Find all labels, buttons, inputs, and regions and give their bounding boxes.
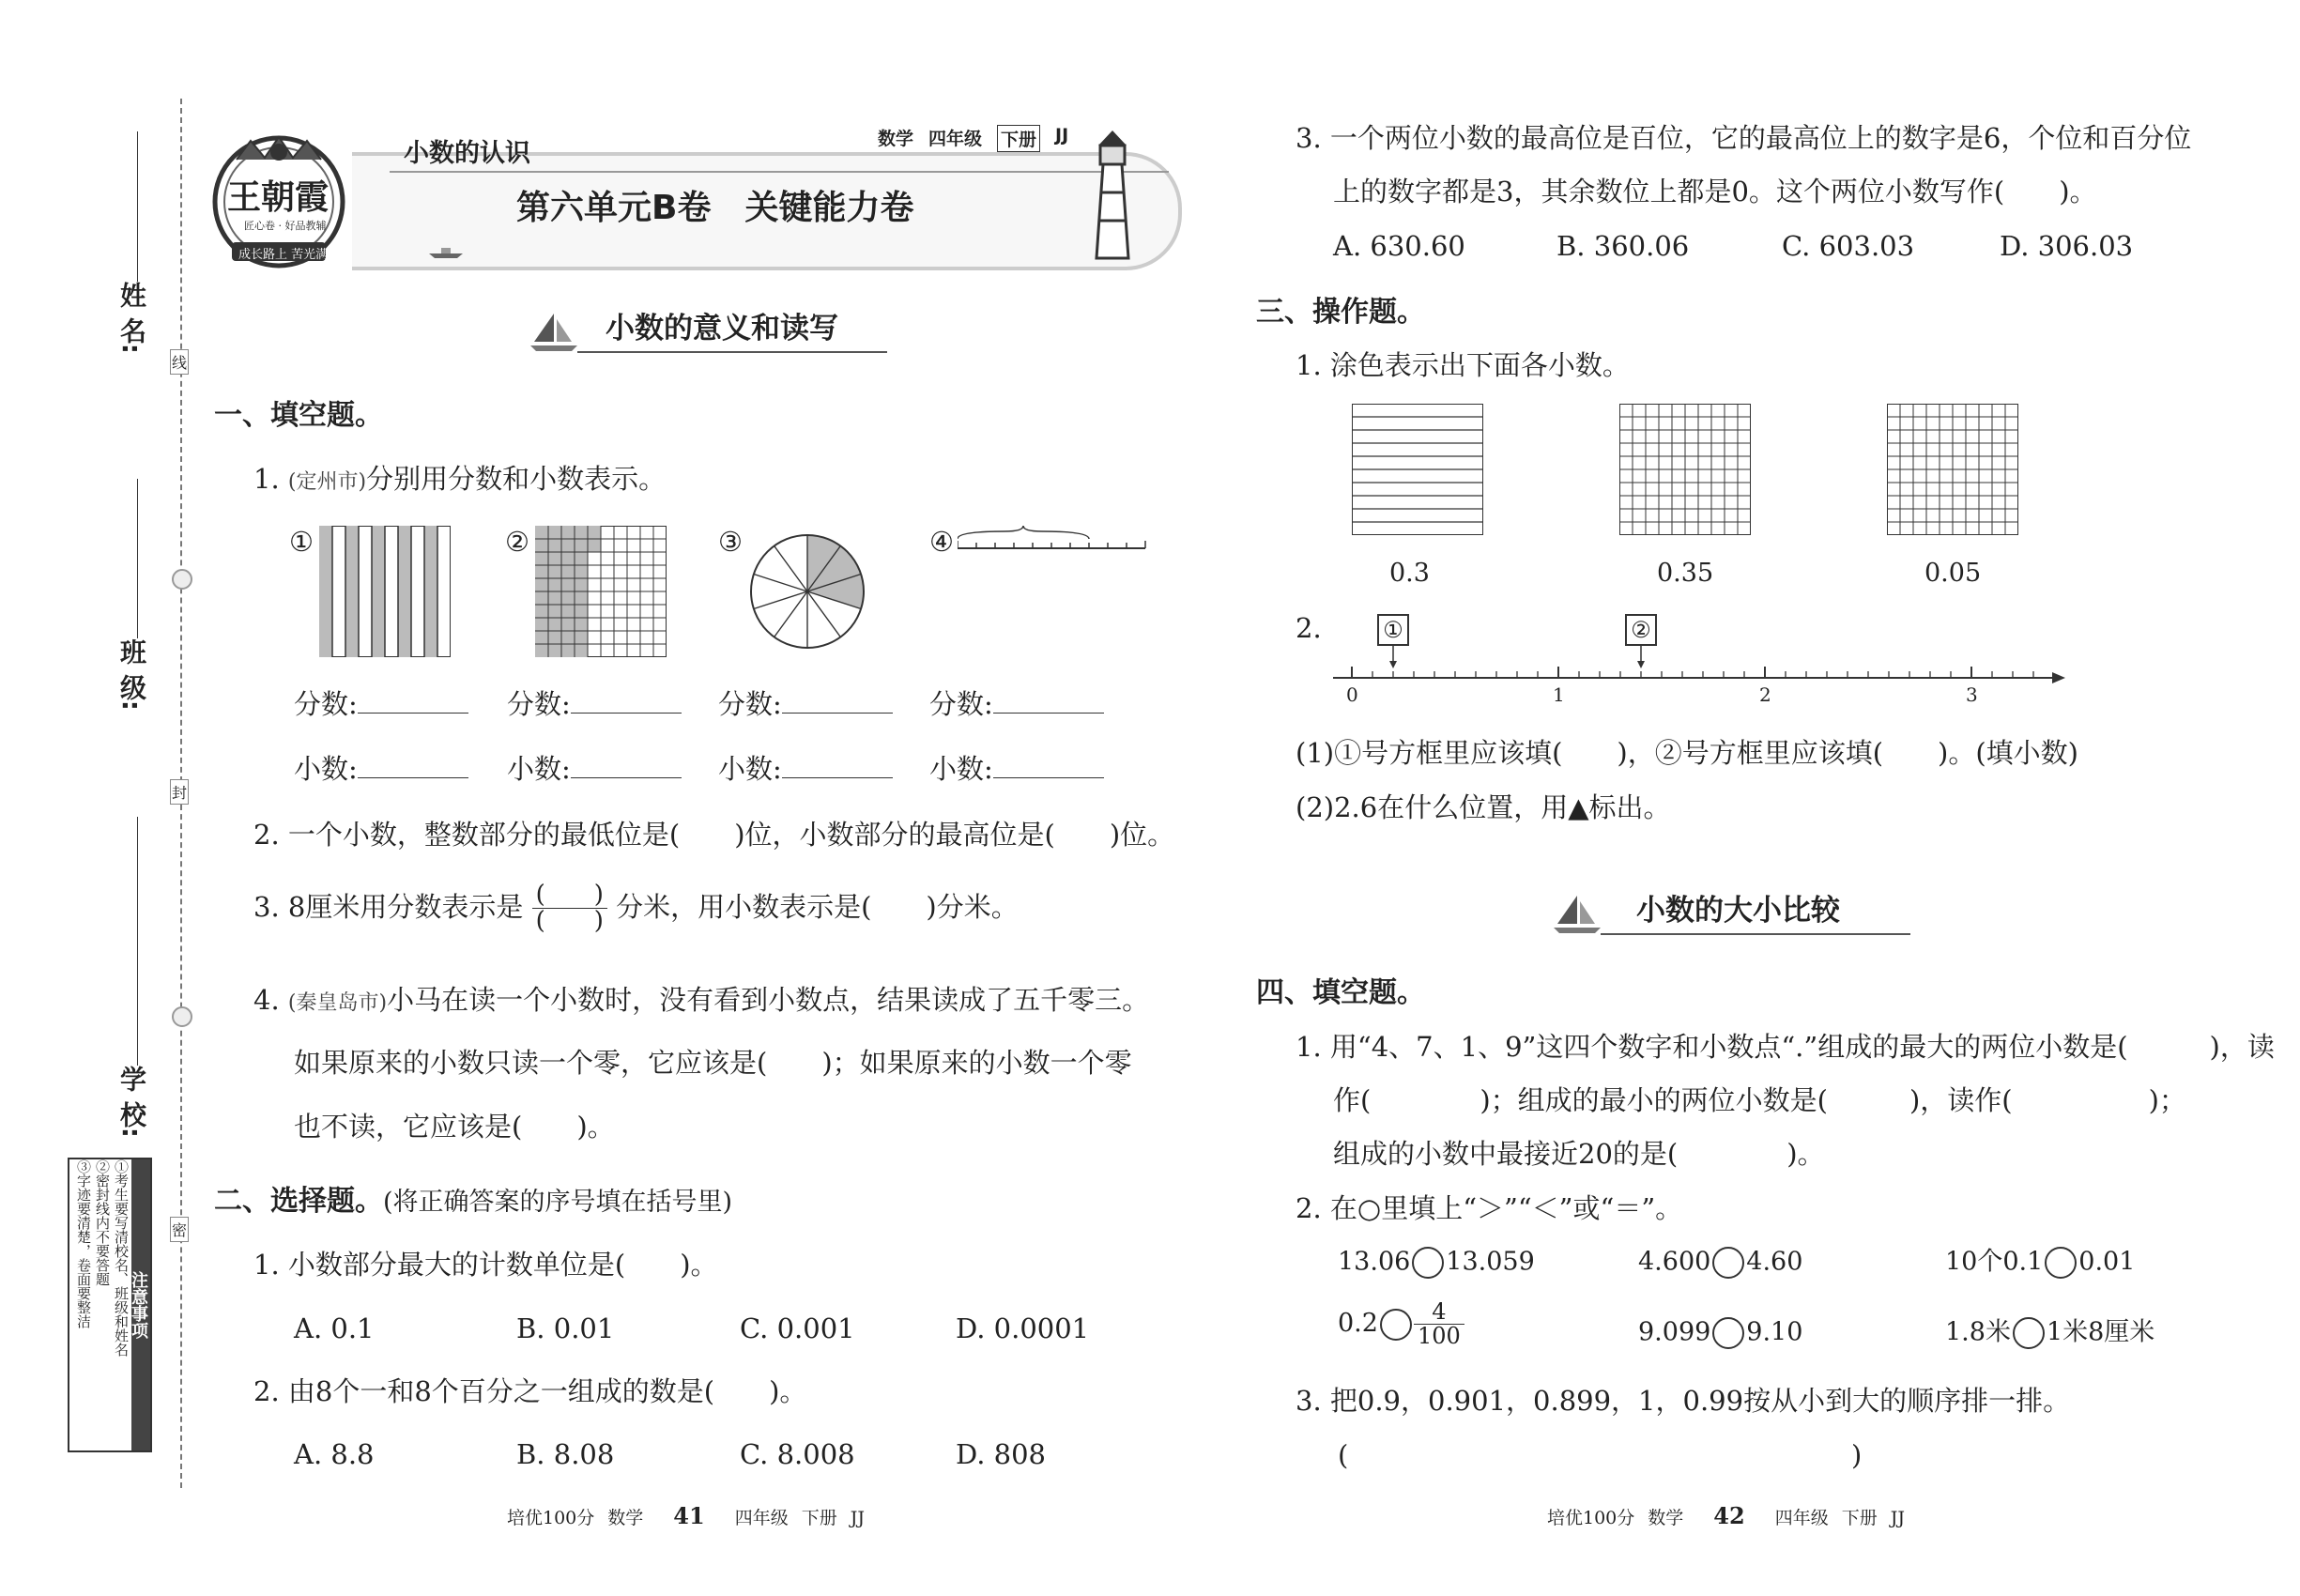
q4-line1: 4. (秦皇岛市)小马在读一个小数时，没有看到小数点，结果读成了五千零三。 [253, 984, 1150, 1016]
choice-3-option-c[interactable]: C. 603.03 [1782, 230, 1915, 262]
name-field[interactable] [137, 131, 138, 282]
compare-1: 13.06 13.059 [1338, 1247, 1535, 1279]
fraction-blank-3[interactable]: 分数: [718, 688, 893, 721]
fill-3-answer-open[interactable]: ( [1338, 1439, 1349, 1471]
op2-number: 2. [1296, 612, 1322, 644]
section-title-1: 小数的意义和读写 [606, 312, 838, 345]
binding-margin [0, 0, 188, 1596]
meta-edition: JJ [1055, 125, 1069, 146]
pointer-arrow-icon [1637, 661, 1645, 668]
part1-title: 一、填空题。 [214, 399, 383, 432]
number-line-box-2[interactable]: ② [1625, 614, 1657, 646]
fig3-label: ③ [718, 526, 743, 558]
brand-sub: 匠心卷 · 好品教辅 [244, 220, 327, 232]
binding-hole-2 [172, 1006, 192, 1027]
lighthouse-icon [1080, 127, 1145, 268]
cut-mark-2: 封 [170, 779, 189, 805]
sailboat-icon [530, 312, 577, 353]
brand-ribbon: 成长路上 苦光满天 [238, 248, 341, 262]
compare-4-fraction: $\frac{4}{100}$ [1414, 1300, 1464, 1348]
name-label: 姓 名: [116, 282, 147, 354]
choice-3-option-d[interactable]: D. 306.03 [2000, 230, 2134, 262]
footer-left: 培优100分 数学 41 四年级 下册 JJ [507, 1502, 865, 1529]
choice-3-line1: 3. 一个两位小数的最高位是百位，它的最高位上的数字是6，个位和百分位 [1296, 122, 2192, 154]
q1 [253, 463, 666, 496]
compare-circle-2[interactable] [1712, 1247, 1744, 1279]
fraction-blank-1[interactable]: 分数: [294, 688, 468, 721]
choice-1-option-d[interactable]: D. 0.0001 [956, 1312, 1090, 1344]
meta-row [878, 125, 1068, 152]
meta-subject: 数学 [878, 129, 914, 149]
fill-2: 2. 在○里填上“＞”“＜”或“＝”。 [1296, 1192, 1683, 1224]
shade-grid-hundredths-2[interactable] [1887, 404, 2018, 535]
choice-2-option-c[interactable]: C. 8.008 [740, 1438, 855, 1470]
cut-mark-1: 线 [170, 349, 189, 375]
section-title-2: 小数的大小比较 [1636, 894, 1840, 928]
part3-title: 三、操作题。 [1256, 296, 1425, 329]
fill-3: 3. 把0.9，0.901，0.899，1，0.99按从小到大的顺序排一排。 [1296, 1385, 2071, 1417]
q4-source: (秦皇岛市) [287, 991, 388, 1015]
decimal-blank-4[interactable]: 小数: [929, 753, 1104, 786]
axis-arrow-icon [2052, 672, 2065, 683]
school-field[interactable] [137, 817, 138, 1066]
choice-3-option-b[interactable]: B. 360.06 [1556, 230, 1690, 262]
notice-box [68, 1158, 152, 1452]
fill-1-line1: 1. 用“4、7、1、9”这四个数字和小数点“.”组成的最大的两位小数是( )，读 [1296, 1031, 2275, 1063]
op2-question-2: (2)2.6在什么位置，用▲标出。 [1296, 791, 1671, 823]
fraction-blank-4[interactable]: 分数: [929, 688, 1104, 721]
q4-line2: 如果原来的小数只读一个零，它应该是( )；如果原来的小数一个零 [294, 1047, 1132, 1079]
fig1-strips [319, 526, 451, 657]
choice-1-option-a[interactable]: A. 0.1 [294, 1312, 375, 1344]
shade-grid-hundredths-1[interactable] [1619, 404, 1751, 535]
decimal-blank-3[interactable]: 小数: [718, 753, 893, 786]
fill-1-line2: 作( )；组成的最小的两位小数是( )，读作( )； [1333, 1084, 2186, 1116]
compare-circle-6[interactable] [2013, 1317, 2045, 1349]
compare-circle-5[interactable] [1712, 1317, 1744, 1349]
class-field[interactable] [137, 479, 138, 638]
compare-5: 9.099 9.10 [1638, 1317, 1802, 1349]
header-divider [390, 171, 1169, 173]
fill-3-answer-close[interactable]: ) [1851, 1439, 1863, 1471]
page-title: 第六单元B卷 关键能力卷 [516, 189, 914, 227]
section-banner-left [530, 310, 897, 357]
q1-source: (定州市) [287, 470, 367, 494]
part4-title: 四、填空题。 [1256, 976, 1425, 1009]
q4-line3: 也不读，它应该是( )。 [294, 1111, 615, 1143]
tick-label-3: 3 [1966, 683, 1978, 706]
number-line-box-1[interactable]: ① [1377, 614, 1409, 646]
q1-text: 分别用分数和小数表示。 [366, 463, 667, 495]
brand-logo [208, 131, 349, 272]
number-line [1333, 612, 2065, 706]
choice-2-option-b[interactable]: B. 8.08 [516, 1438, 615, 1470]
choice-2: 2. 由8个一和8个百分之一组成的数是( )。 [253, 1375, 807, 1407]
pointer-arrow-icon [1389, 661, 1397, 668]
number-line-axis [1333, 612, 2065, 706]
fill-1-line3: 组成的小数中最接近20的是( )。 [1333, 1138, 1825, 1170]
sailboat-icon-2 [1554, 894, 1601, 935]
footer-right: 培优100分 数学 42 四年级 下册 JJ [1547, 1502, 1905, 1529]
section-banner-right [1554, 892, 1920, 939]
fig2-label: ② [505, 526, 529, 558]
fig1-label: ① [289, 526, 314, 558]
compare-circle-4[interactable] [1380, 1309, 1412, 1341]
fig4-label: ④ [929, 526, 954, 558]
q3: 3. 8厘米用分数表示是 $\frac{( )}{( )}$ 分米，用小数表示是( )分米。 [253, 881, 1019, 936]
choice-2-option-a[interactable]: A. 8.8 [294, 1438, 375, 1470]
ship-icon [427, 246, 465, 259]
decimal-blank-2[interactable]: 小数: [507, 753, 682, 786]
notice-item-3: ③字迹要清楚，卷面要整洁 [75, 1159, 92, 1328]
banner-underline [577, 351, 887, 353]
shade-value-1: 0.3 [1389, 559, 1430, 588]
school-label: 学 校: [116, 1066, 147, 1138]
choice-1-option-c[interactable]: C. 0.001 [740, 1312, 855, 1344]
compare-4: 0.2 $\frac{4}{100}$ [1338, 1300, 1464, 1348]
class-label: 班 级: [116, 638, 147, 711]
choice-3-option-a[interactable]: A. 630.60 [1333, 230, 1465, 262]
meta-grade: 四年级 [928, 129, 983, 149]
tick-label-0: 0 [1346, 683, 1358, 706]
part2-note: (将正确答案的序号填在括号里) [383, 1188, 733, 1217]
shade-value-2: 0.35 [1657, 559, 1714, 588]
binding-hole-1 [172, 569, 192, 590]
tick-label-2: 2 [1759, 683, 1771, 706]
notice-title: 注意事项 [131, 1159, 150, 1450]
shade-value-3: 0.05 [1924, 559, 1982, 588]
banner-underline-2 [1601, 933, 1910, 935]
op2-question-1: (1)①号方框里应该填( )，②号方框里应该填( )。(填小数) [1296, 737, 2078, 769]
shade-bars-tenths[interactable] [1352, 404, 1483, 535]
op1: 1. 涂色表示出下面各小数。 [1296, 349, 1630, 381]
q1-number: 1. [253, 463, 280, 495]
fig4-ruler [958, 524, 1150, 561]
choice-1: 1. 小数部分最大的计数单位是( )。 [253, 1249, 718, 1281]
brand-name: 王朝霞 [227, 177, 330, 217]
compare-2: 4.600 4.60 [1638, 1247, 1802, 1279]
q2: 2. 一个小数，整数部分的最低位是( )位，小数部分的最高位是( )位。 [253, 819, 1175, 851]
choice-1-option-b[interactable]: B. 0.01 [516, 1312, 615, 1344]
fig3-pie [746, 530, 868, 652]
notice-item-2: ②密封线内不要答题 [94, 1159, 111, 1286]
tick-label-1: 1 [1553, 683, 1565, 706]
notice-item-1: ①考生要写清校名、班级和姓名 [113, 1159, 130, 1357]
fig2-grid [535, 526, 667, 657]
choice-2-option-d[interactable]: D. 808 [956, 1438, 1047, 1470]
choice-3-line2: 上的数字都是3，其余数位上都是0。这个两位小数写作( )。 [1333, 176, 2097, 207]
page-number-right: 42 [1713, 1502, 1745, 1529]
compare-6: 1.8米 1米8厘米 [1945, 1317, 2154, 1349]
cut-mark-3: 密 [170, 1217, 189, 1242]
decimal-blank-1[interactable]: 小数: [294, 753, 468, 786]
q3-fraction[interactable]: $\frac{( )}{( )}$ [532, 882, 607, 935]
fraction-blank-2[interactable]: 分数: [507, 688, 682, 721]
compare-circle-3[interactable] [2045, 1247, 2077, 1279]
part2-title: 二、选择题。(将正确答案的序号填在括号里) [214, 1185, 733, 1218]
compare-3: 10个0.1 0.01 [1945, 1247, 2135, 1279]
unit-topic: 小数的认识 [404, 139, 530, 168]
meta-term: 下册 [997, 125, 1040, 152]
compare-circle-1[interactable] [1412, 1247, 1444, 1279]
page-number-left: 41 [673, 1502, 705, 1529]
